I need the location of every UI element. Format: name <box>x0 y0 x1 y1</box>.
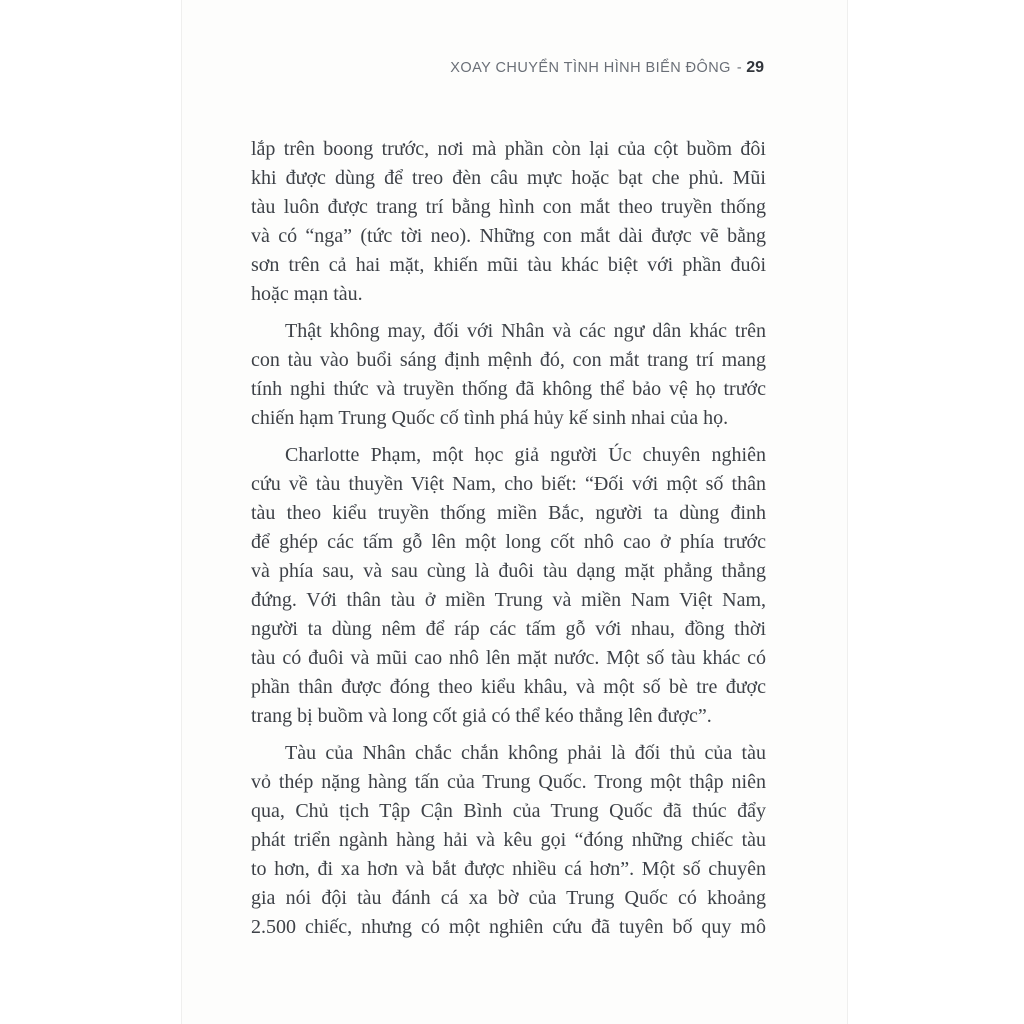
text-line: và phía sau, và sau cùng là đuôi tàu dạng mặt phẳng thẳng <box>251 560 766 582</box>
text-line: 2.500 chiếc, nhưng có một nghiên cứu đã tuyên bố quy mô <box>251 916 766 938</box>
page-body-text <box>251 135 766 942</box>
header-separator: - <box>736 60 743 76</box>
paragraph <box>251 739 766 942</box>
book-page-scan <box>181 0 848 1024</box>
text-line: phát triển ngành hàng hải và kêu gọi “đóng những chiếc tàu <box>251 829 766 851</box>
text-line: to hơn, đi xa hơn và bắt được nhiều cá hơn”. Một số chuyên <box>251 858 766 880</box>
text-line: phần thân được đóng theo kiểu khâu, và một số bè tre được <box>251 676 766 698</box>
text-line: gia nói đội tàu đánh cá xa bờ của Trung Quốc có khoảng <box>251 887 766 909</box>
chapter-title: XOAY CHUYỂN TÌNH HÌNH BIỂN ĐÔNG <box>450 60 731 76</box>
text-line: tàu có đuôi và mũi cao nhô lên mặt nước. Một số tàu khác có <box>251 647 766 669</box>
text-line: vỏ thép nặng hàng tấn của Trung Quốc. Trong một thập niên <box>251 771 766 793</box>
text-line: trang bị buồm và long cốt giả có thể kéo thẳng lên được”. <box>251 705 712 727</box>
paragraph <box>251 441 766 731</box>
text-line: và có “nga” (tức tời neo). Những con mắt dài được vẽ bằng <box>251 225 766 247</box>
text-line: để ghép các tấm gỗ lên một long cốt nhô cao ở phía trước <box>251 531 766 553</box>
text-line: con tàu vào buổi sáng định mệnh đó, con mắt trang trí mang <box>251 349 766 371</box>
text-line: đứng. Với thân tàu ở miền Trung và miền Nam Việt Nam, <box>251 589 766 611</box>
text-line: hoặc mạn tàu. <box>251 283 363 305</box>
text-line: sơn trên cả hai mặt, khiến mũi tàu khác biệt với phần đuôi <box>251 254 766 276</box>
text-line: khi được dùng để treo đèn câu mực hoặc bạt che phủ. Mũi <box>251 167 766 189</box>
text-line: cứu về tàu thuyền Việt Nam, cho biết: “Đối với một số thân <box>251 473 766 495</box>
text-line: Charlotte Phạm, một học giả người Úc chuyên nghiên <box>285 444 766 466</box>
text-line: lắp trên boong trước, nơi mà phần còn lại của cột buồm đôi <box>251 138 766 160</box>
paragraph <box>251 317 766 433</box>
running-header <box>450 59 764 77</box>
text-line: tàu luôn được trang trí bằng hình con mắt theo truyền thống <box>251 196 766 218</box>
text-line: chiến hạm Trung Quốc cố tình phá hủy kế sinh nhai của họ. <box>251 407 729 429</box>
text-line: tàu theo kiểu truyền thống miền Bắc, người ta dùng đinh <box>251 502 766 524</box>
text-line: qua, Chủ tịch Tập Cận Bình của Trung Quốc đã thúc đẩy <box>251 800 766 822</box>
page-number: 29 <box>746 59 764 76</box>
text-line: Tàu của Nhân chắc chắn không phải là đối thủ của tàu <box>285 742 766 764</box>
text-line: người ta dùng nêm để ráp các tấm gỗ với nhau, đồng thời <box>251 618 766 640</box>
text-line: Thật không may, đối với Nhân và các ngư dân khác trên <box>285 320 766 342</box>
text-line: tính nghi thức và truyền thống đã không thể bảo vệ họ trước <box>251 378 766 400</box>
paragraph <box>251 135 766 309</box>
